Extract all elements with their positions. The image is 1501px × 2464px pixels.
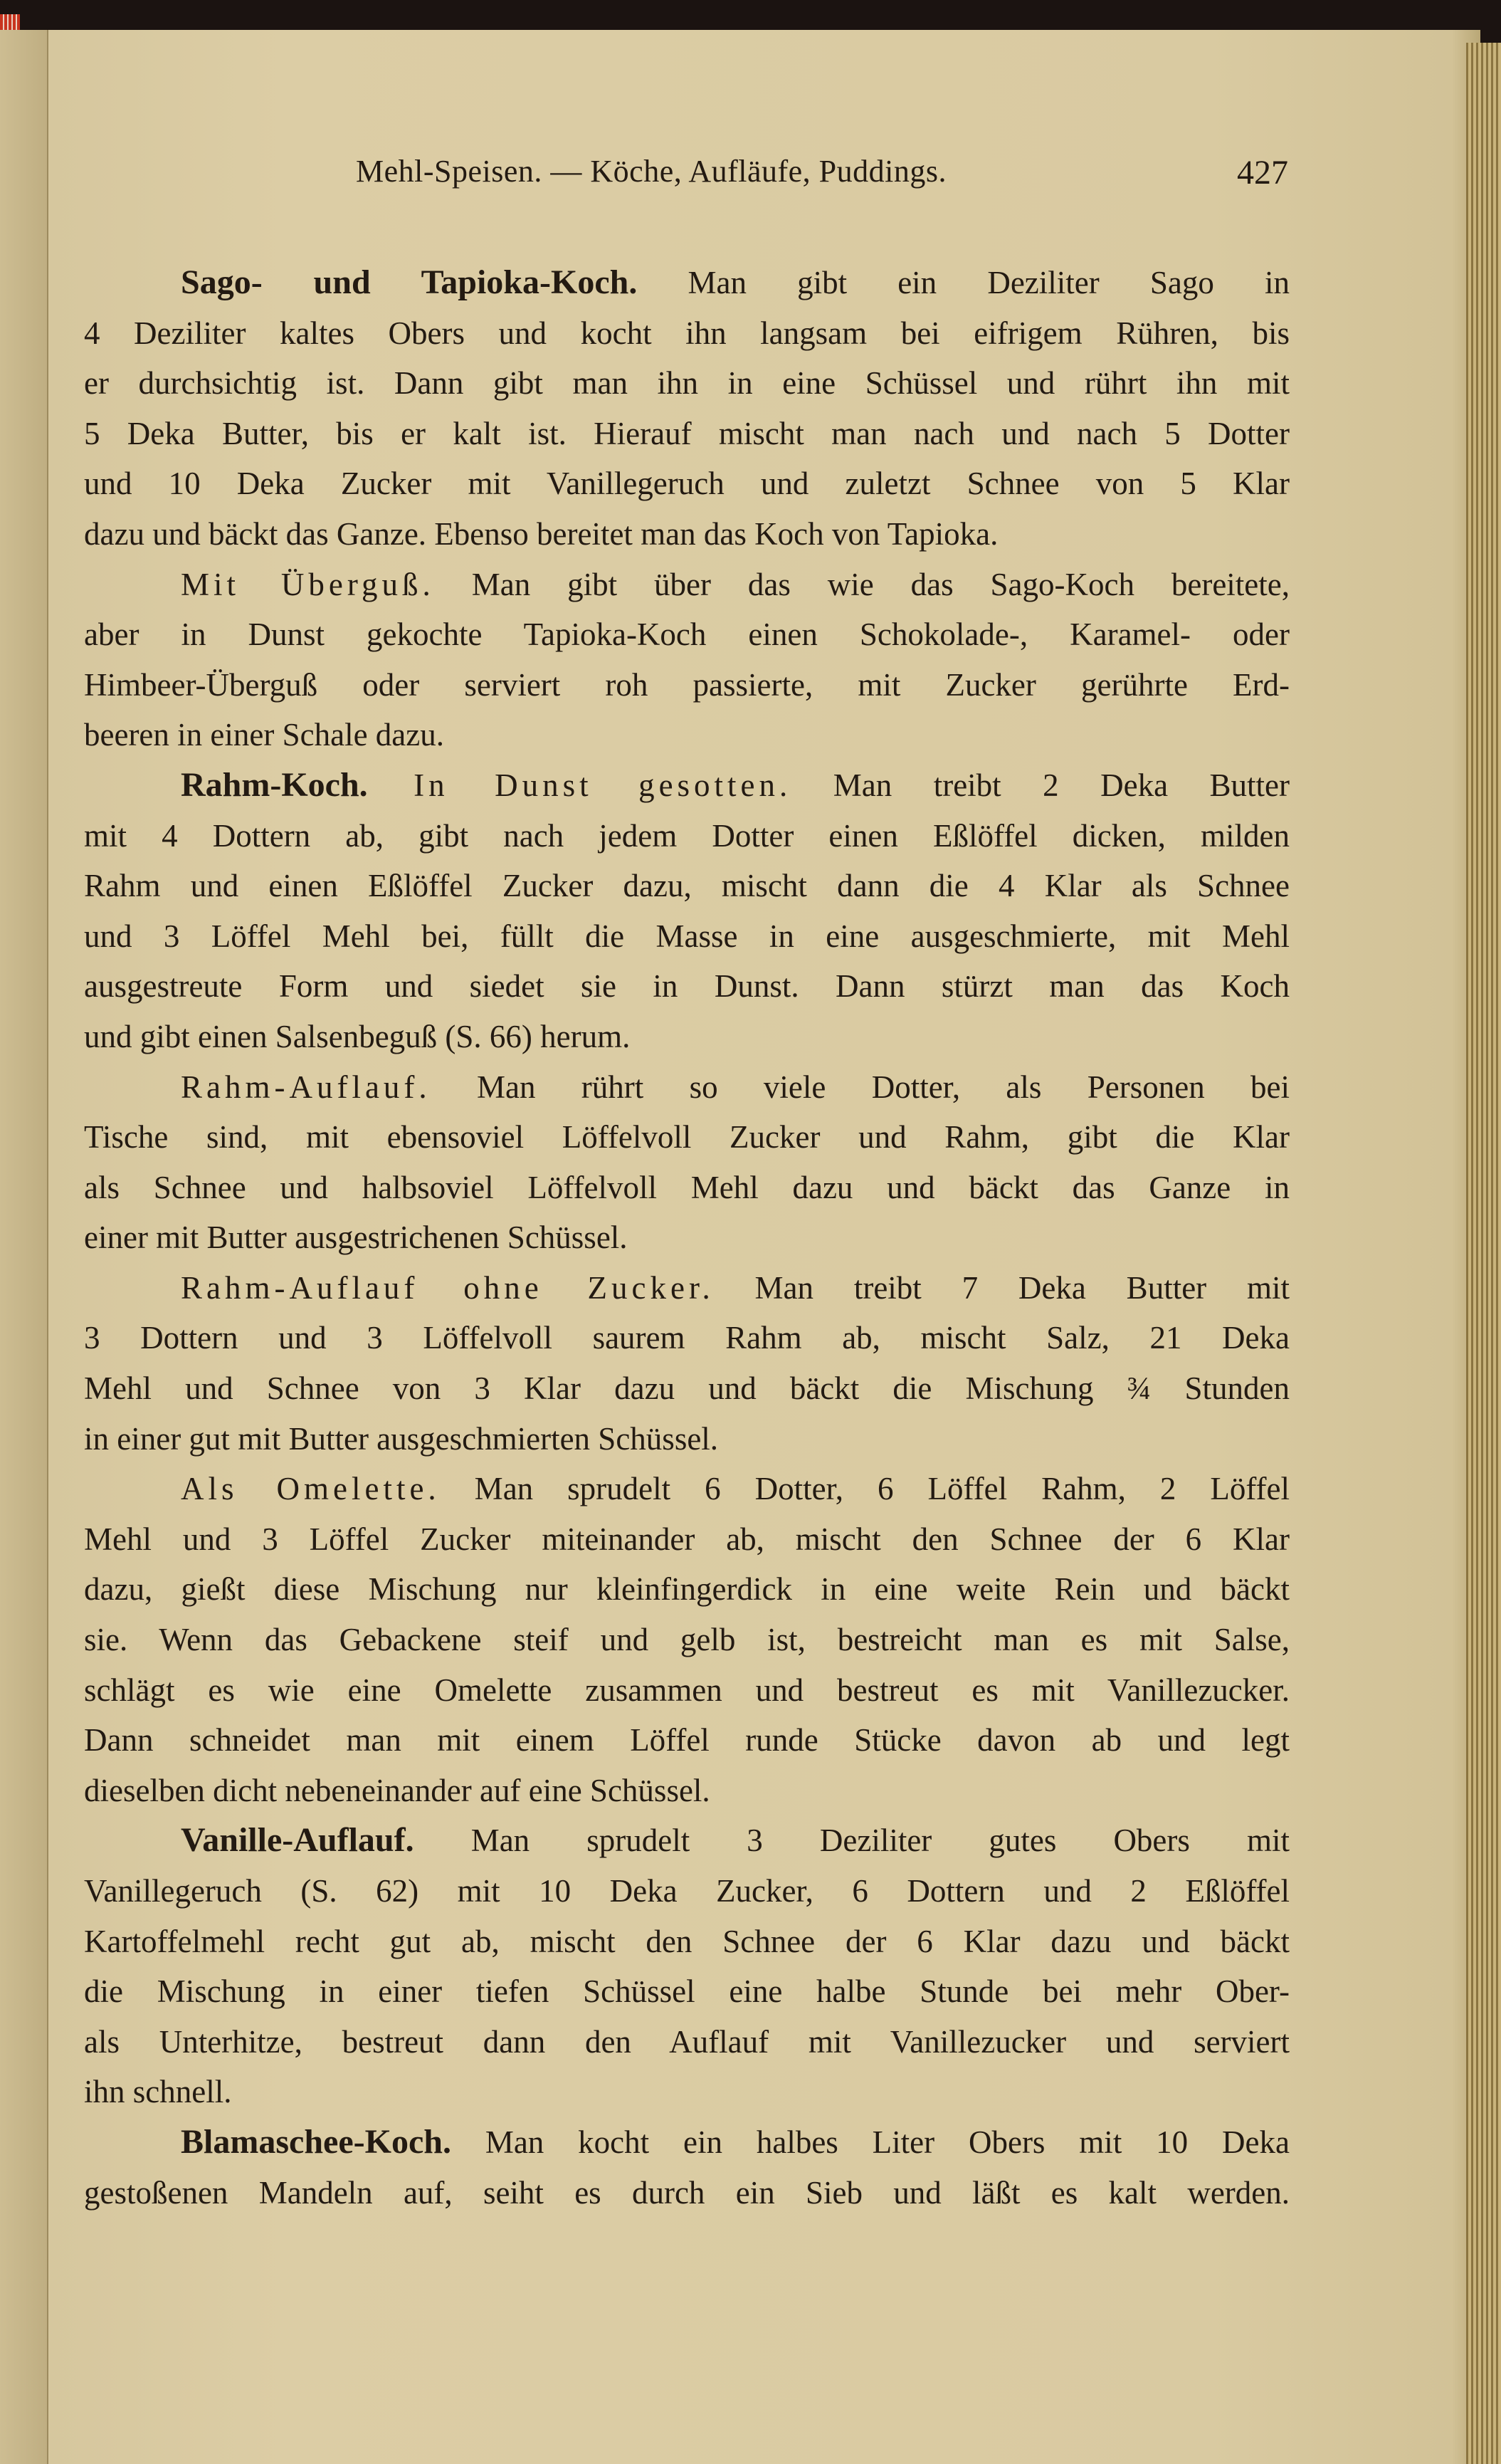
line-text: Vanillegeruch (S. 62) mit 10 Deka Zucker, 6 Dottern und 2 Eßlöffel	[84, 1873, 1290, 1909]
text-line	[84, 1866, 1290, 1917]
text-line	[84, 1514, 1290, 1565]
text-line	[84, 409, 1290, 459]
running-header	[356, 153, 1288, 200]
line-text: 4 Deziliter kaltes Obers und kocht ihn langsam bei eifrigem Rühren, bis	[84, 315, 1290, 351]
text-line	[84, 1363, 1290, 1414]
line-text: aber in Dunst gekochte Tapioka-Koch einen Schokolade-, Karamel- oder	[84, 617, 1290, 653]
line-text: Man treibt 7 Deka Butter mit	[714, 1269, 1290, 1306]
text-line	[84, 861, 1290, 911]
line-text: ihn schnell.	[84, 2074, 232, 2110]
page-number: 427	[1237, 154, 1288, 192]
text-line	[84, 1012, 1290, 1062]
running-title: Mehl-Speisen. — Köche, Aufläufe, Puddings.	[356, 154, 947, 189]
recipe-title: Sago- und Tapioka-Koch.	[181, 263, 638, 301]
recipe-heading-line	[84, 1464, 1290, 1514]
recipe-heading-line	[84, 760, 1290, 811]
text-line	[84, 1163, 1290, 1213]
line-text: Tische sind, mit ebensoviel Löffelvoll Zucker und Rahm, gibt die Klar	[84, 1119, 1290, 1155]
recipe-heading-line	[84, 1062, 1290, 1113]
line-text: 5 Deka Butter, bis er kalt ist. Hierauf mischt man nach und nach 5 Dotter	[84, 415, 1290, 451]
text-line	[84, 660, 1290, 711]
recipe-title: Mit Überguß.	[181, 566, 435, 602]
recipe-title: Rahm-Koch.	[181, 765, 368, 804]
text-line	[84, 1766, 1290, 1816]
line-text: Man sprudelt 6 Dotter, 6 Löffel Rahm, 2 Löffel	[440, 1471, 1290, 1507]
line-text: dazu und bäckt das Ganze. Ebenso bereitet man das Koch von Tapioka.	[84, 515, 999, 552]
recipe-heading-line	[84, 1263, 1290, 1314]
line-text: Man rührt so viele Dotter, als Personen bei	[431, 1069, 1290, 1105]
line-text: Man gibt ein Deziliter Sago in	[637, 265, 1290, 300]
text-line	[84, 1917, 1290, 1967]
recipe-heading-line	[84, 560, 1290, 610]
text-line	[84, 1212, 1290, 1263]
line-text: Man kocht ein halbes Liter Obers mit 10 Deka	[451, 2124, 1290, 2160]
text-line	[84, 609, 1290, 660]
text-line	[84, 1615, 1290, 1665]
text-line	[84, 1715, 1290, 1766]
line-text: Man treibt 2 Deka Butter	[791, 767, 1290, 803]
line-text: Himbeer-Überguß oder serviert roh passierte, mit Zucker gerührte Erd-	[84, 666, 1290, 703]
page-edges	[1466, 43, 1501, 2464]
line-text: als Schnee und halbsoviel Löffelvoll Mehl dazu und bäckt das Ganze in	[84, 1169, 1290, 1205]
line-text: Mehl und Schnee von 3 Klar dazu und bäckt die Mischung ¾ Stunden	[84, 1370, 1290, 1407]
recipe-heading-line	[84, 1815, 1290, 1866]
text-line	[84, 458, 1290, 509]
text-line	[84, 811, 1290, 861]
recipe-title: Als Omelette.	[181, 1471, 441, 1507]
line-text: schlägt es wie eine Omelette zusammen und bestreut es mit Vanillezucker.	[84, 1672, 1290, 1708]
recipe-heading-line	[84, 258, 1290, 308]
text-line	[84, 1414, 1290, 1464]
line-text: in einer gut mit Butter ausgeschmierten Schüssel.	[84, 1420, 719, 1457]
bookmark-ribbon	[0, 14, 20, 30]
recipe-subtitle: In Dunst gesotten.	[367, 767, 792, 803]
recipe-title: Blamaschee-Koch.	[181, 2122, 451, 2161]
line-text: einer mit Butter ausgestrichenen Schüssel.	[84, 1220, 628, 1256]
line-text: Dann schneidet man mit einem Löffel runde Stücke davon ab und legt	[84, 1722, 1290, 1758]
text-line	[84, 308, 1290, 359]
text-line	[84, 1313, 1290, 1363]
text-line	[84, 2017, 1290, 2067]
line-text: und gibt einen Salsenbeguß (S. 66) herum.	[84, 1018, 631, 1054]
text-line	[84, 2067, 1290, 2117]
line-text: dazu, gießt diese Mischung nur kleinfingerdick in eine weite Rein und bäckt	[84, 1571, 1290, 1608]
recipe-heading-line	[84, 2117, 1290, 2168]
text-line	[84, 358, 1290, 409]
line-text: mit 4 Dottern ab, gibt nach jedem Dotter einen Eßlöffel dicken, milden	[84, 817, 1290, 854]
text-line	[84, 1112, 1290, 1163]
text-line	[84, 911, 1290, 962]
line-text: 3 Dottern und 3 Löffelvoll saurem Rahm ab, mischt Salz, 21 Deka	[84, 1320, 1290, 1356]
line-text: dieselben dicht nebeneinander auf eine Schüssel.	[84, 1772, 710, 1808]
text-line	[84, 2168, 1290, 2218]
line-text: Kartoffelmehl recht gut ab, mischt den Schnee der 6 Klar dazu und bäckt	[84, 1923, 1290, 1959]
text-line	[84, 1966, 1290, 2017]
text-line	[84, 961, 1290, 1012]
recipe-title: Rahm-Auflauf ohne Zucker.	[181, 1269, 715, 1306]
recipe-title: Vanille-Auflauf.	[181, 1821, 414, 1860]
line-text: und 3 Löffel Mehl bei, füllt die Masse in eine ausgeschmierte, mit Mehl	[84, 918, 1290, 954]
text-line	[84, 710, 1290, 760]
line-text: und 10 Deka Zucker mit Vanillegeruch und zuletzt Schnee von 5 Klar	[84, 466, 1290, 502]
line-text: beeren in einer Schale dazu.	[84, 717, 444, 753]
line-text: Rahm und einen Eßlöffel Zucker dazu, mischt dann die 4 Klar als Schnee	[84, 868, 1290, 904]
line-text: ausgestreute Form und siedet sie in Dunst. Dann stürzt man das Koch	[84, 968, 1290, 1005]
page-body	[84, 258, 1290, 2218]
line-text: gestoßenen Mandeln auf, seiht es durch ein Sieb und läßt es kalt werden.	[84, 2174, 1290, 2211]
line-text: Man gibt über das wie das Sago-Koch bereitete,	[434, 566, 1290, 602]
line-text: sie. Wenn das Gebackene steif und gelb ist, bestreicht man es mit Salse,	[84, 1622, 1290, 1658]
recipe-title: Rahm-Auflauf.	[181, 1069, 431, 1105]
line-text: Mehl und 3 Löffel Zucker miteinander ab, mischt den Schnee der 6 Klar	[84, 1521, 1290, 1557]
line-text: die Mischung in einer tiefen Schüssel eine halbe Stunde bei mehr Ober-	[84, 1973, 1290, 2010]
line-text: als Unterhitze, bestreut dann den Auflauf mit Vanillezucker und serviert	[84, 2023, 1290, 2060]
line-text: er durchsichtig ist. Dann gibt man ihn in eine Schüssel und rührt ihn mit	[84, 365, 1290, 402]
text-line	[84, 1564, 1290, 1615]
left-page-edge	[0, 30, 48, 2464]
text-line	[84, 509, 1290, 560]
text-line	[84, 1665, 1290, 1716]
line-text: Man sprudelt 3 Deziliter gutes Obers mit	[414, 1823, 1290, 1859]
